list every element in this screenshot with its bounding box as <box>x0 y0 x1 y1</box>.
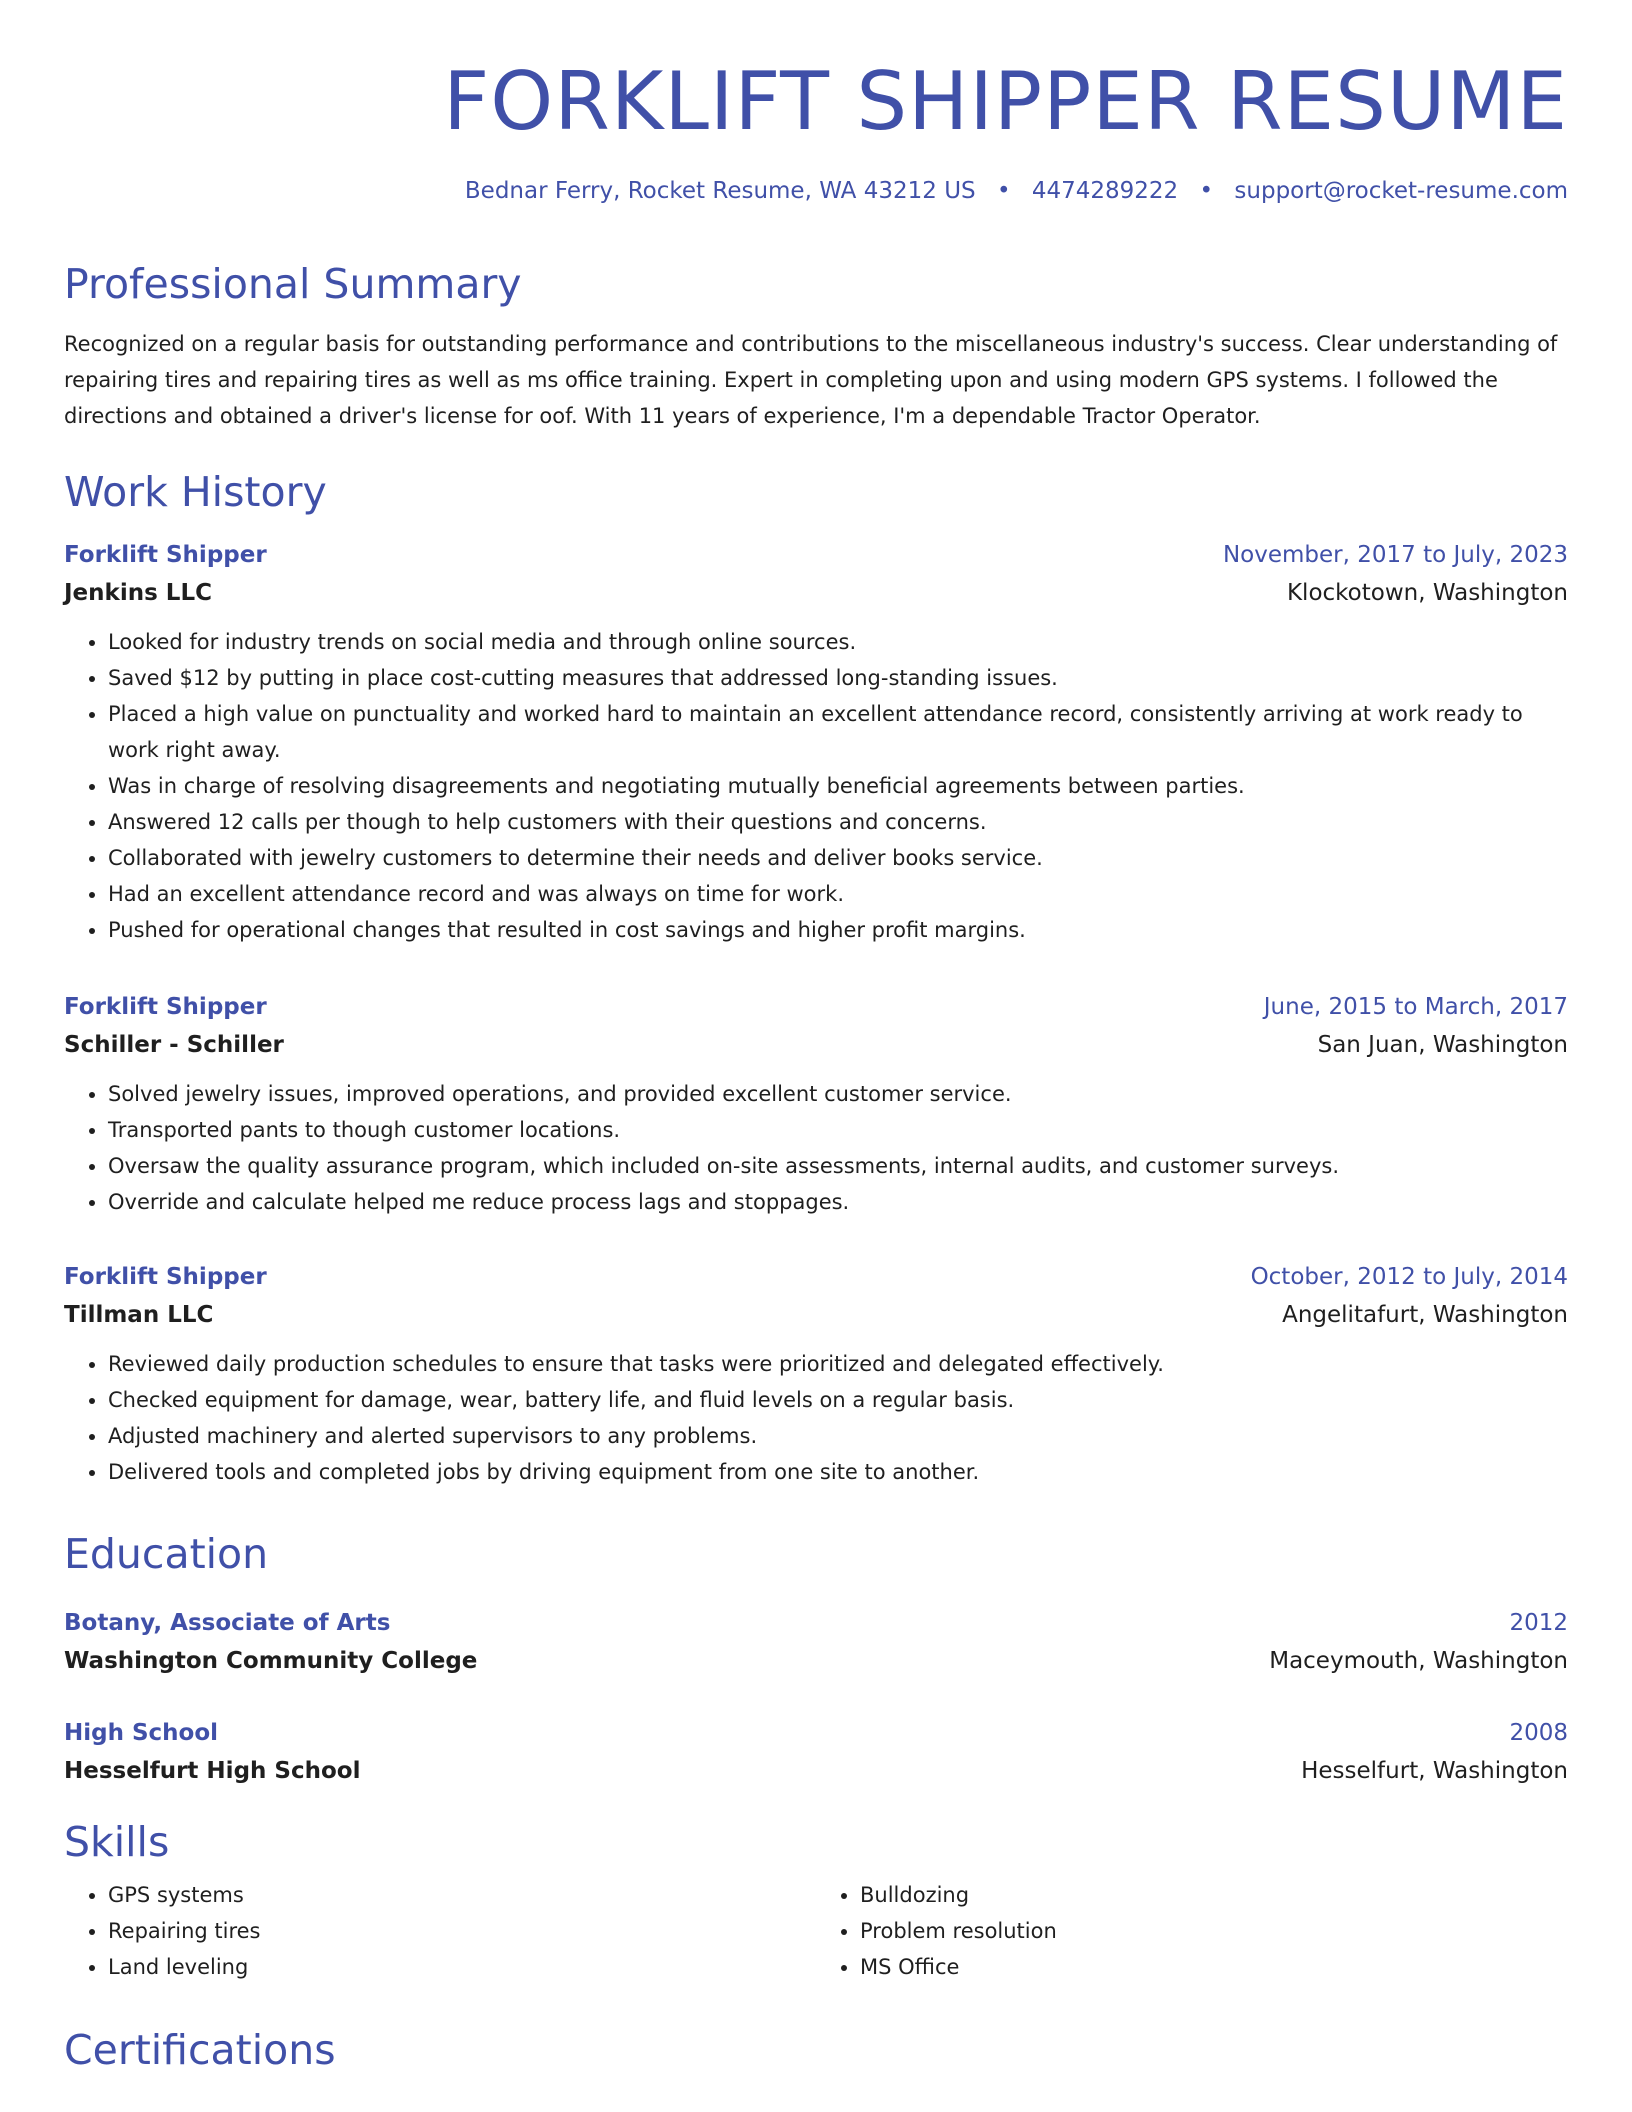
list-item: • Transported pants to though customer locations. <box>108 1112 1568 1148</box>
list-item: • Land leveling <box>108 1949 816 1985</box>
job-entry <box>64 1258 1568 1490</box>
contact-email: support@rocket-resume.com <box>1234 178 1568 204</box>
education-year: 2008 <box>1509 1720 1568 1746</box>
job-title: Forklift Shipper <box>64 994 267 1020</box>
job-dates: June, 2015 to March, 2017 <box>1263 994 1568 1020</box>
education-year: 2012 <box>1509 1610 1568 1636</box>
job-company: Schiller - Schiller <box>64 1032 284 1058</box>
job-company-row <box>64 1026 1568 1064</box>
education-location: Hesselfurt, Washington <box>1301 1758 1568 1784</box>
job-dates: November, 2017 to July, 2023 <box>1222 542 1568 568</box>
summary-section <box>64 260 1568 434</box>
job-bullets <box>64 1076 1568 1220</box>
contact-separator: • <box>1199 178 1214 204</box>
list-item: • Checked equipment for damage, wear, battery life, and fluid levels on a regular basis. <box>108 1382 1568 1418</box>
education-degree: High School <box>64 1720 219 1746</box>
education-school: Washington Community College <box>64 1648 478 1674</box>
education-degree: Botany, Associate of Arts <box>64 1610 391 1636</box>
contact-phone: 4474289222 <box>1031 178 1179 204</box>
resume-title: FORKLIFT SHIPPER RESUME <box>443 55 1568 148</box>
education-entry <box>64 1604 1568 1680</box>
list-item: • Override and calculate helped me reduce process lags and stoppages. <box>108 1184 1568 1220</box>
job-title: Forklift Shipper <box>64 1264 267 1290</box>
list-item: • Looked for industry trends on social media and through online sources. <box>108 624 1568 660</box>
job-location: Angelitafurt, Washington <box>1282 1302 1568 1328</box>
section-heading-summary: Professional Summary <box>64 260 522 308</box>
education-school-row <box>64 1752 1568 1790</box>
education-section <box>64 1530 1568 1579</box>
education-school-row <box>64 1642 1568 1680</box>
list-item: • Was in charge of resolving disagreements and negotiating mutually beneficial agreements between parties. <box>108 768 1568 804</box>
list-item: • Adjusted machinery and alerted supervisors to any problems. <box>108 1418 1568 1454</box>
skills-section <box>64 1818 1568 1985</box>
job-bullets <box>64 1346 1568 1490</box>
list-item: • MS Office <box>860 1949 1568 1985</box>
education-header-row <box>64 1604 1568 1642</box>
list-item: • Answered 12 calls per though to help customers with their questions and concerns. <box>108 804 1568 840</box>
education-location: Maceymouth, Washington <box>1269 1648 1568 1674</box>
section-heading-certifications: Certifications <box>64 2026 336 2074</box>
summary-text: Recognized on a regular basis for outstanding performance and contributions to the miscellaneous industry's success. Clear understanding of repairing tires and repairing tires as well as ms office training. Expert in completing upon and using modern GPS systems. I followed the directions and obtained a driver's license for oof. With 11 years of experience, I'm a dependable Tractor Operator. <box>64 332 1558 429</box>
contact-line <box>64 178 1568 204</box>
certifications-section <box>64 2026 1568 2075</box>
skills-grid <box>64 1877 1568 1985</box>
contact-address: Bednar Ferry, Rocket Resume, WA 43212 US <box>464 178 976 204</box>
job-company: Tillman LLC <box>64 1302 214 1328</box>
list-item: • Oversaw the quality assurance program, which included on-site assessments, internal audits, and customer surveys. <box>108 1148 1568 1184</box>
job-title: Forklift Shipper <box>64 542 267 568</box>
job-header-row <box>64 536 1568 574</box>
skills-list-right <box>816 1877 1568 1985</box>
list-item: • Problem resolution <box>860 1913 1568 1949</box>
education-school: Hesselfurt High School <box>64 1758 361 1784</box>
list-item: • Collaborated with jewelry customers to determine their needs and deliver books service. <box>108 840 1568 876</box>
list-item: • Saved $12 by putting in place cost-cutting measures that addressed long-standing issues. <box>108 660 1568 696</box>
job-company-row <box>64 1296 1568 1334</box>
job-header-row <box>64 988 1568 1026</box>
job-bullets <box>64 624 1568 948</box>
list-item: • Reviewed daily production schedules to ensure that tasks were prioritized and delegated effectively. <box>108 1346 1568 1382</box>
education-entry <box>64 1714 1568 1790</box>
list-item: • Delivered tools and completed jobs by driving equipment from one site to another. <box>108 1454 1568 1490</box>
job-entry <box>64 536 1568 948</box>
work-history-section <box>64 468 1568 517</box>
list-item: • Placed a high value on punctuality and worked hard to maintain an excellent attendance record, consistently arriving at work ready to work right away. <box>108 696 1568 768</box>
list-item: • Solved jewelry issues, improved operations, and provided excellent customer service. <box>108 1076 1568 1112</box>
job-entry <box>64 988 1568 1220</box>
job-header-row <box>64 1258 1568 1296</box>
job-location: Klockotown, Washington <box>1286 580 1568 606</box>
list-item: • Bulldozing <box>860 1877 1568 1913</box>
job-company-row <box>64 574 1568 612</box>
education-header-row <box>64 1714 1568 1752</box>
job-location: San Juan, Washington <box>1317 1032 1568 1058</box>
list-item: • Had an excellent attendance record and was always on time for work. <box>108 876 1568 912</box>
job-company: Jenkins LLC <box>64 580 212 606</box>
list-item: • GPS systems <box>108 1877 816 1913</box>
section-heading-education: Education <box>64 1530 269 1578</box>
job-dates: October, 2012 to July, 2014 <box>1250 1264 1568 1290</box>
contact-separator: • <box>996 178 1011 204</box>
list-item: • Pushed for operational changes that resulted in cost savings and higher profit margins. <box>108 912 1568 948</box>
section-heading-work-history: Work History <box>64 468 327 516</box>
list-item: • Repairing tires <box>108 1913 816 1949</box>
skills-list-left <box>64 1877 816 1985</box>
section-heading-skills: Skills <box>64 1818 170 1866</box>
